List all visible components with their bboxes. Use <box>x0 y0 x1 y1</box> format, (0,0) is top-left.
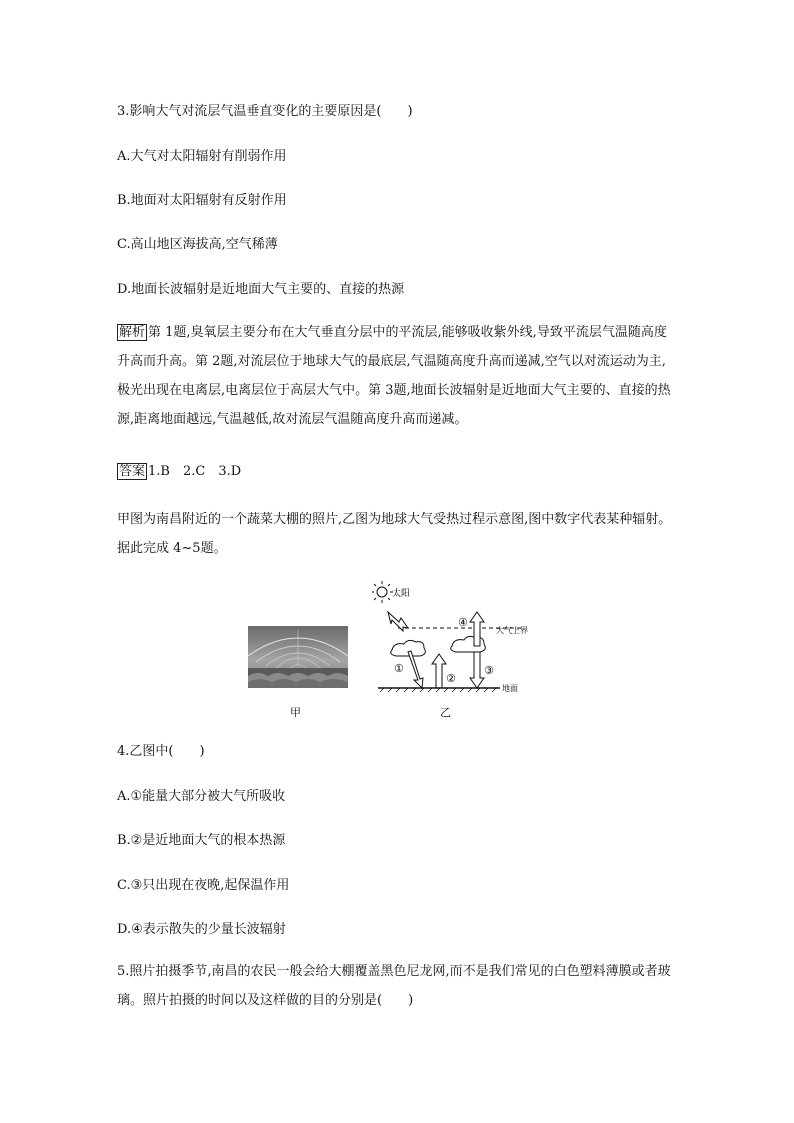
q3-option-d: D.地面长波辐射是近地面大气主要的、直接的热源 <box>117 282 405 297</box>
analysis-text: 第 1题,臭氧层主要分布在大气垂直分层中的平流层,能够吸收紫外线,导致平流层气温随高度升高而升高。第 2题,对流层位于地球大气的最底层,气温随高度升高而递减,空气以对流运动为主,极光出现在电离层,电离层位于高层大气中。第 3题,地面长波辐射是近地面大气主要的、直接的热源,距离地面越远,气温越低,故对流层气温随高度升高而递减。 <box>117 325 671 427</box>
figure-group <box>240 580 560 720</box>
caption-yi: 乙 <box>440 706 451 719</box>
q3-option-b: B.地面对太阳辐射有反射作用 <box>117 193 287 208</box>
q4-option-d: D.④表示散失的少量长波辐射 <box>117 922 286 937</box>
atmosphere-top-label: 大气上界 <box>496 626 528 635</box>
q3-stem: 3.影响大气对流层气温垂直变化的主要原因是( ) <box>117 104 413 119</box>
q4-option-b: B.②是近地面大气的根本热源 <box>117 833 286 848</box>
analysis-tag: 解析 <box>119 325 146 340</box>
label-1: ① <box>394 662 404 675</box>
greenhouse-photo <box>248 626 348 688</box>
arrow-3 <box>470 652 484 688</box>
cloud-left <box>391 640 426 656</box>
q3-option-a: A.大气对太阳辐射有削弱作用 <box>117 149 287 164</box>
answer-block <box>117 463 241 481</box>
label-2: ② <box>446 672 456 685</box>
label-4: ④ <box>458 616 468 629</box>
answer-tag: 答案 <box>119 464 146 479</box>
q5-stem: 5.照片拍摄季节,南昌的农民一般会给大棚覆盖黑色尼龙网,而不是我们常见的白色塑料薄膜或者玻璃。照片拍摄的时间以及这样做的目的分别是( ) <box>117 964 671 1008</box>
analysis-block <box>117 318 677 434</box>
heating-diagram <box>372 580 560 720</box>
q4-option-a: A.①能量大部分被大气所吸收 <box>117 789 286 804</box>
answer-text: 1.B 2.C 3.D <box>148 464 242 479</box>
ground-label: 地面 <box>502 684 518 693</box>
arrow-1 <box>408 651 423 688</box>
sun-icon <box>372 581 393 603</box>
label-3: ③ <box>484 664 494 677</box>
arrow-2 <box>432 654 446 688</box>
caption-jia: 甲 <box>290 706 301 719</box>
sun-label: 太阳 <box>392 589 411 599</box>
q4-stem: 4.乙图中( ) <box>117 744 205 759</box>
q3-option-c: C.高山地区海拔高,空气稀薄 <box>117 237 278 252</box>
intro-paragraph: 甲图为南昌附近的一个蔬菜大棚的照片,乙图为地球大气受热过程示意图,图中数字代表某种辐射。据此完成 4~5题。 <box>117 512 672 556</box>
q4-option-c: C.③只出现在夜晚,起保温作用 <box>117 878 290 893</box>
